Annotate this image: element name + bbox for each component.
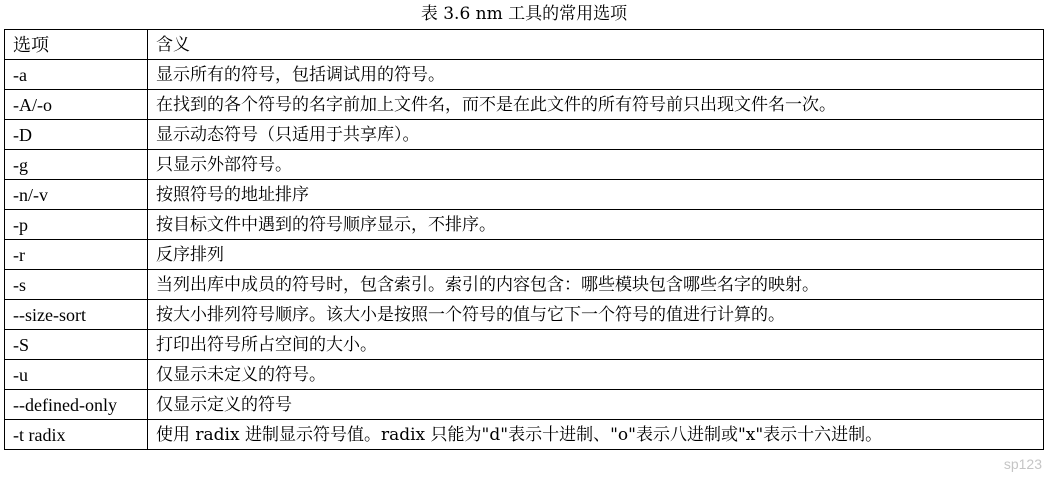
meaning-cell: 按目标文件中遇到的符号顺序显示，不排序。 <box>148 210 1044 240</box>
table-header-row <box>5 30 1044 60</box>
option-cell: -a <box>5 60 148 90</box>
header-option: 选项 <box>5 30 148 60</box>
watermark: sp123 <box>1003 456 1042 472</box>
option-cell: --defined-only <box>5 390 148 420</box>
meaning-cell: 按照符号的地址排序 <box>148 180 1044 210</box>
option-cell: -p <box>5 210 148 240</box>
table-row <box>5 60 1044 90</box>
table-row <box>5 420 1044 450</box>
option-cell: -A/-o <box>5 90 148 120</box>
table-row <box>5 390 1044 420</box>
table-row <box>5 300 1044 330</box>
header-meaning: 含义 <box>148 30 1044 60</box>
meaning-cell: 在找到的各个符号的名字前加上文件名，而不是在此文件的所有符号前只出现文件名一次。 <box>148 90 1044 120</box>
meaning-cell: 使用 radix 进制显示符号值。radix 只能为"d"表示十进制、"o"表示八进制或"x"表示十六进制。 <box>148 420 1044 450</box>
table-row <box>5 90 1044 120</box>
option-cell: -g <box>5 150 148 180</box>
meaning-cell: 反序排列 <box>148 240 1044 270</box>
option-cell: -D <box>5 120 148 150</box>
table-row <box>5 240 1044 270</box>
table-row <box>5 270 1044 300</box>
option-cell: --size-sort <box>5 300 148 330</box>
meaning-cell: 当列出库中成员的符号时，包含索引。索引的内容包含：哪些模块包含哪些名字的映射。 <box>148 270 1044 300</box>
table-row <box>5 120 1044 150</box>
option-cell: -t radix <box>5 420 148 450</box>
table-row <box>5 210 1044 240</box>
meaning-cell: 仅显示未定义的符号。 <box>148 360 1044 390</box>
option-cell: -n/-v <box>5 180 148 210</box>
meaning-cell: 仅显示定义的符号 <box>148 390 1044 420</box>
meaning-cell: 显示动态符号（只适用于共享库）。 <box>148 120 1044 150</box>
table-row <box>5 150 1044 180</box>
option-cell: -u <box>5 360 148 390</box>
option-cell: -S <box>5 330 148 360</box>
table-caption: 表 3.6 nm 工具的常用选项 <box>420 4 628 24</box>
table-row <box>5 360 1044 390</box>
table-row <box>5 330 1044 360</box>
meaning-cell: 按大小排列符号顺序。该大小是按照一个符号的值与它下一个符号的值进行计算的。 <box>148 300 1044 330</box>
meaning-cell: 打印出符号所占空间的大小。 <box>148 330 1044 360</box>
nm-options-table <box>4 29 1044 450</box>
table-row <box>5 180 1044 210</box>
option-cell: -s <box>5 270 148 300</box>
meaning-cell: 只显示外部符号。 <box>148 150 1044 180</box>
meaning-cell: 显示所有的符号，包括调试用的符号。 <box>148 60 1044 90</box>
option-cell: -r <box>5 240 148 270</box>
